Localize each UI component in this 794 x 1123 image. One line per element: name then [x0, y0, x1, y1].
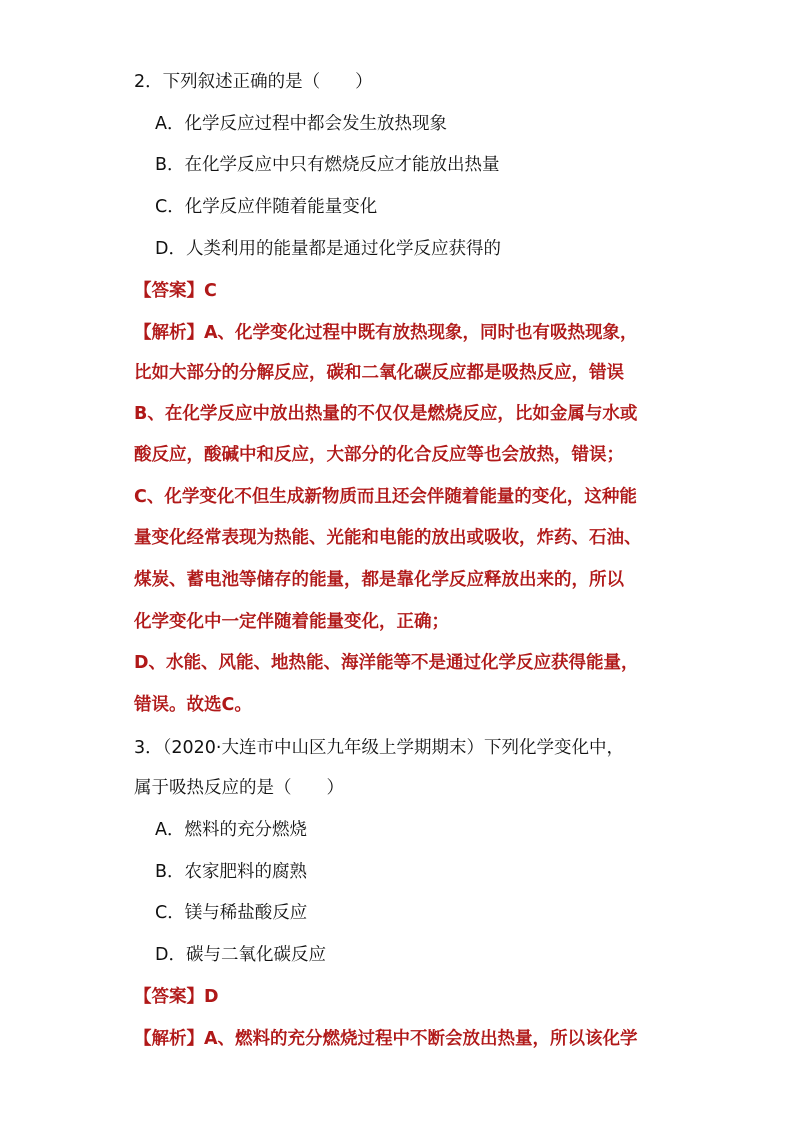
- answer-value: C: [204, 281, 217, 301]
- question-2-analysis-line: 错误。故选C。: [134, 695, 252, 715]
- analysis-text: A、化学变化过程中既有放热现象，同时也有吸热现象，: [204, 323, 638, 343]
- question-3-stem-line-1: 3．（2020·大连市中山区九年级上学期期末）下列化学变化中，: [134, 738, 624, 758]
- question-3-answer: [134, 986, 219, 1008]
- question-2-analysis-line: 量变化经常表现为热能、光能和电能的放出或吸收，炸药、石油、: [134, 528, 642, 548]
- question-2-analysis-first-line: [134, 322, 638, 344]
- question-2-option-b: B．在化学反应中只有燃烧反应才能放出热量: [155, 155, 500, 175]
- answer-marker: 【答案】: [134, 281, 204, 301]
- question-3-option-c: C．镁与稀盐酸反应: [155, 903, 308, 923]
- question-3-stem-line-2: 属于吸热反应的是（ ）: [134, 778, 344, 798]
- question-2-answer: [134, 280, 217, 302]
- question-3-analysis-first-line: [134, 1028, 638, 1050]
- question-2-analysis-line: 酸反应，酸碱中和反应，大部分的化合反应等也会放热，错误；: [134, 445, 624, 465]
- question-2-option-d: D．人类利用的能量都是通过化学反应获得的: [155, 239, 501, 259]
- question-2-analysis-line: 煤炭、蓄电池等储存的能量，都是靠化学反应释放出来的，所以: [134, 570, 624, 590]
- question-2-option-c: C．化学反应伴随着能量变化: [155, 197, 378, 217]
- question-2-option-a: A．化学反应过程中都会发生放热现象: [155, 114, 447, 134]
- question-2-analysis-line: B、在化学反应中放出热量的不仅仅是燃烧反应，比如金属与水或: [134, 404, 638, 424]
- question-2-analysis-line: D、水能、风能、地热能、海洋能等不是通过化学反应获得能量，: [134, 653, 639, 673]
- analysis-marker: 【解析】: [134, 1029, 204, 1049]
- answer-marker: 【答案】: [134, 987, 204, 1007]
- question-3-option-a: A．燃料的充分燃烧: [155, 820, 307, 840]
- question-3-option-b: B．农家肥料的腐熟: [155, 862, 308, 882]
- question-2-analysis-line: 化学变化中一定伴随着能量变化，正确；: [134, 612, 449, 632]
- analysis-text: A、燃料的充分燃烧过程中不断会放出热量，所以该化学: [204, 1029, 638, 1049]
- answer-value: D: [204, 987, 219, 1007]
- question-2-stem: 2．下列叙述正确的是（ ）: [134, 72, 373, 92]
- question-2-analysis-line: C、化学变化不但生成新物质而且还会伴随着能量的变化，这种能: [134, 487, 637, 507]
- question-3-option-d: D．碳与二氧化碳反应: [155, 945, 326, 965]
- question-2-analysis-line: 比如大部分的分解反应，碳和二氧化碳反应都是吸热反应，错误: [134, 363, 624, 383]
- analysis-marker: 【解析】: [134, 323, 204, 343]
